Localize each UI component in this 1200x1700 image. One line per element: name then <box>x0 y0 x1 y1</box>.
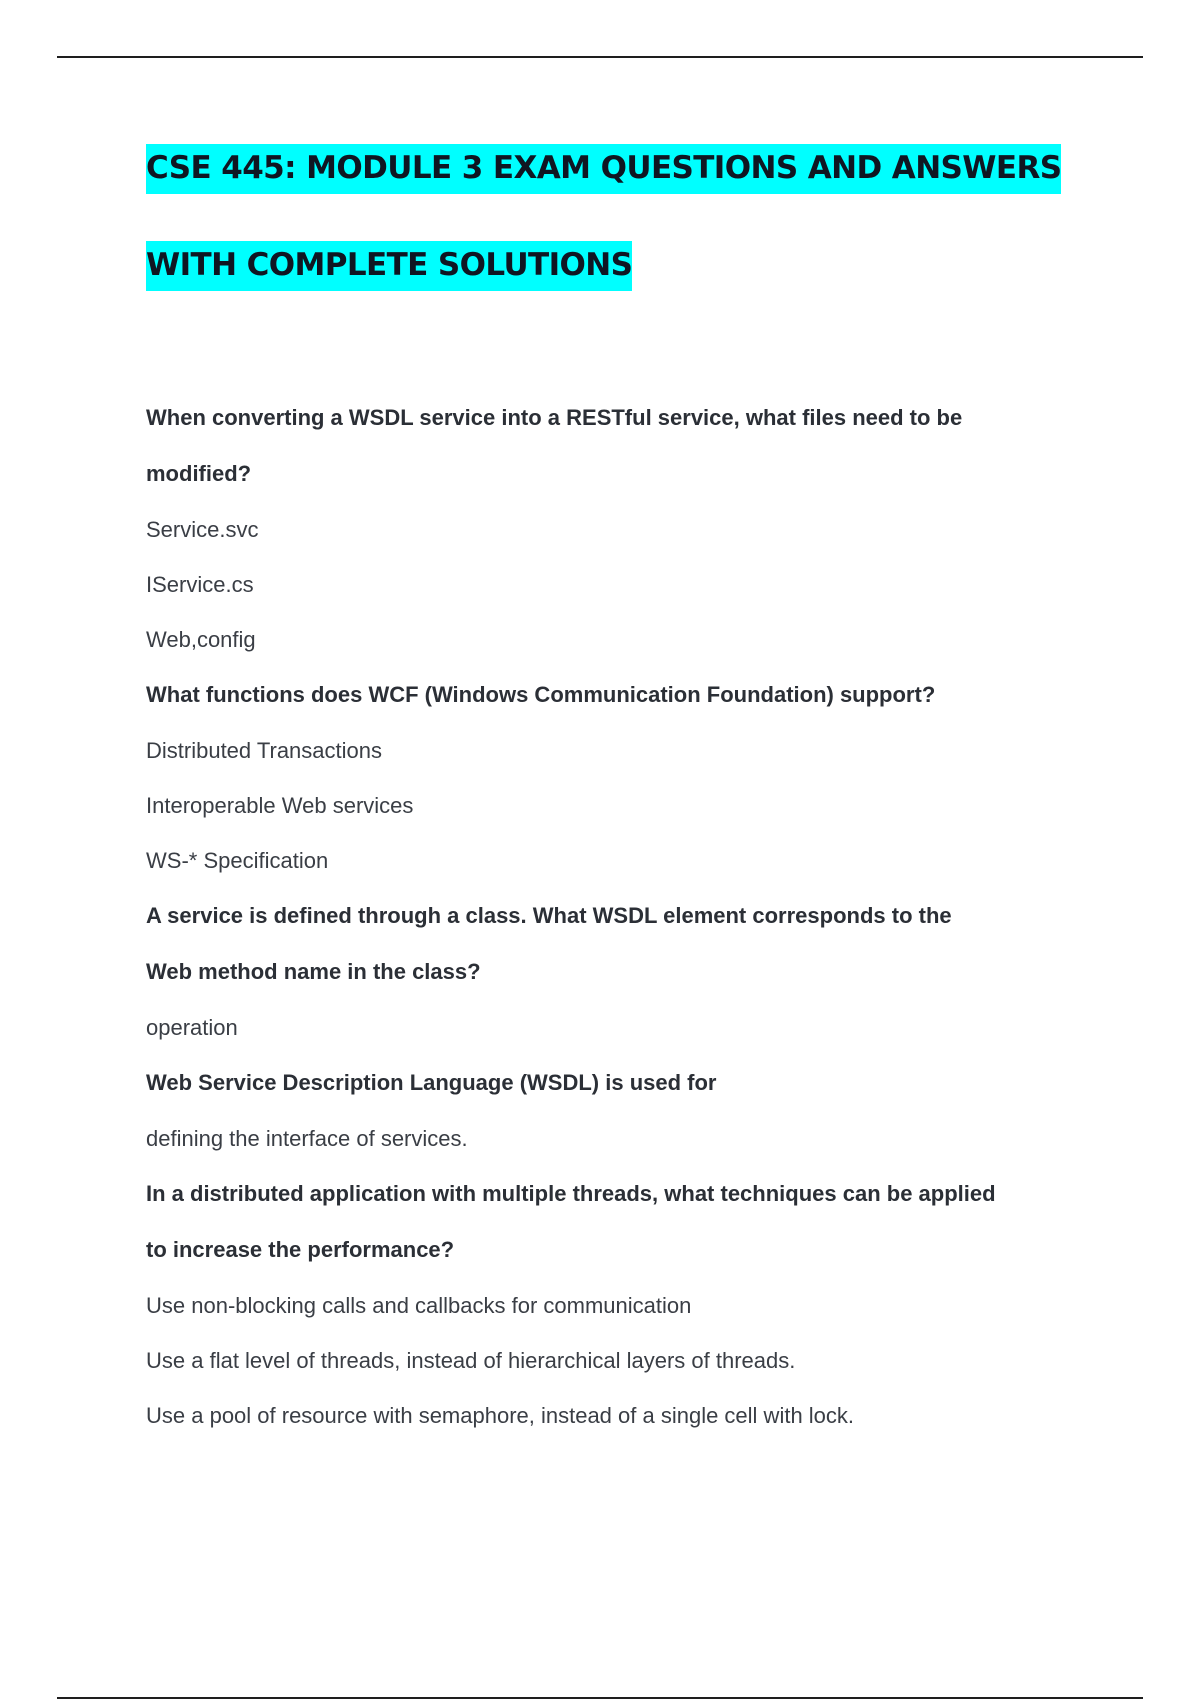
question-2-line-1: What functions does WCF (Windows Communication Foundation) support? <box>146 682 936 707</box>
top-rule <box>57 56 1143 58</box>
bottom-rule <box>57 1697 1143 1699</box>
answer-4-1: defining the interface of services. <box>146 1126 468 1151</box>
answer-3-1: operation <box>146 1015 238 1040</box>
answer-5-2: Use a flat level of threads, instead of hierarchical layers of threads. <box>146 1348 796 1373</box>
question-1-line-1: When converting a WSDL service into a RESTful service, what files need to be <box>146 405 963 430</box>
answer-1-3: Web,config <box>146 627 256 652</box>
answer-2-2: Interoperable Web services <box>146 793 414 818</box>
document-title-line-2 <box>146 247 632 283</box>
question-3-line-2: Web method name in the class? <box>146 959 481 984</box>
qa-list <box>146 390 1106 1443</box>
answer-5-3: Use a pool of resource with semaphore, instead of a single cell with lock. <box>146 1403 855 1428</box>
answer-2-3: WS-* Specification <box>146 848 329 873</box>
question-1-line-2: modified? <box>146 461 252 486</box>
answer-2-1: Distributed Transactions <box>146 738 382 763</box>
question-5-line-2: to increase the performance? <box>146 1237 455 1262</box>
answer-1-2: IService.cs <box>146 572 254 597</box>
question-3-line-1: A service is defined through a class. What WSDL element corresponds to the <box>146 903 952 928</box>
title-highlight-1: CSE 445: MODULE 3 EXAM QUESTIONS AND ANSWERS <box>146 144 1061 194</box>
answer-1-1: Service.svc <box>146 517 259 542</box>
question-4-line-1: Web Service Description Language (WSDL) is used for <box>146 1070 717 1095</box>
answer-5-1: Use non-blocking calls and callbacks for communication <box>146 1293 692 1318</box>
document-title-line-1 <box>146 150 1061 186</box>
title-highlight-2: WITH COMPLETE SOLUTIONS <box>146 241 632 291</box>
question-5-line-1: In a distributed application with multiple threads, what techniques can be applied <box>146 1181 996 1206</box>
